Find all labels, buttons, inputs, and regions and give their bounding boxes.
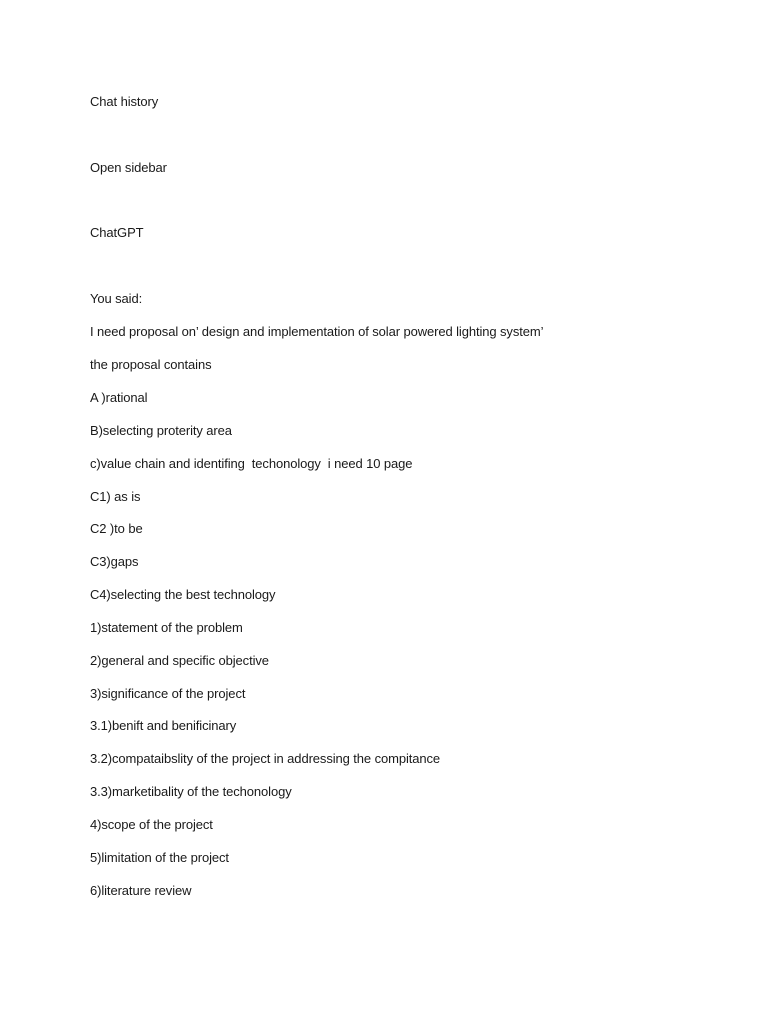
- message-line: B)selecting proterity area: [90, 423, 232, 438]
- message-line: 3.1)benift and benificinary: [90, 718, 237, 733]
- message-line: C4)selecting the best technology: [90, 587, 276, 602]
- message-line: 3)significance of the project: [90, 686, 246, 701]
- message-line: 3.2)compataibslity of the project in addressing the compitance: [90, 751, 441, 766]
- message-line: C3)gaps: [90, 554, 139, 569]
- message-line: 5)limitation of the project: [90, 850, 229, 865]
- message-line: the proposal contains: [90, 357, 212, 372]
- message-line: 1)statement of the problem: [90, 620, 243, 635]
- chatgpt-text: ChatGPT: [90, 225, 144, 240]
- message-line: C2 )to be: [90, 521, 143, 536]
- message-line: A )rational: [90, 390, 148, 405]
- message-line: C1) as is: [90, 489, 141, 504]
- message-line: 6)literature review: [90, 883, 192, 898]
- message-line: 2)general and specific objective: [90, 653, 269, 668]
- message-line: I need proposal on’ design and implementation of solar powered lighting system’: [90, 324, 544, 339]
- open-sidebar-text: Open sidebar: [90, 160, 167, 175]
- message-line: 3.3)marketibality of the techonology: [90, 784, 292, 799]
- you-said-label: You said:: [90, 291, 143, 306]
- message-line: 4)scope of the project: [90, 817, 213, 832]
- chat-history-text: Chat history: [90, 94, 159, 109]
- message-line: c)value chain and identifing techonology i need 10 page: [90, 456, 413, 471]
